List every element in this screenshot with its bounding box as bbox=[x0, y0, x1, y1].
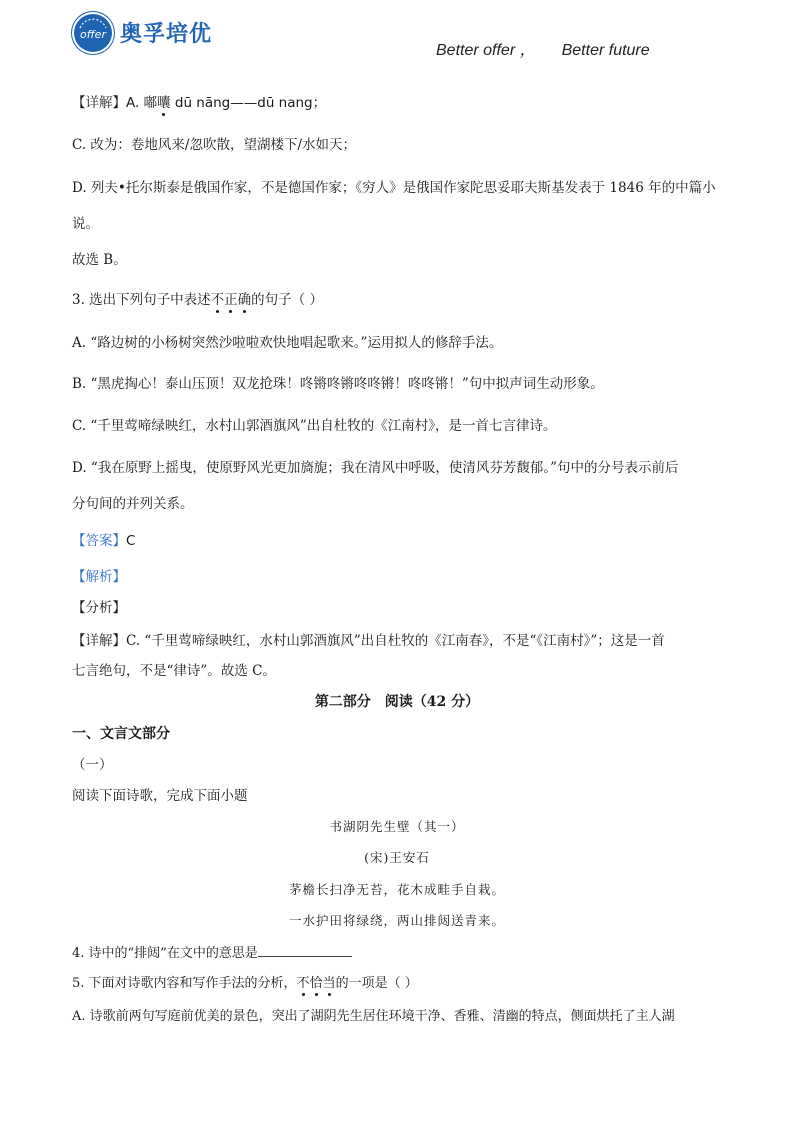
poem-author: (宋)王安石 bbox=[364, 850, 430, 865]
poem-line-2: 一水护田将绿绕，两山排闼送青来。 bbox=[288, 913, 505, 928]
subsection-heading: （一） bbox=[72, 757, 113, 773]
question-5: 5. 下面对诗歌内容和写作手法的分析，不恰当的一项是（ ） bbox=[72, 976, 418, 991]
detail-line-2: C. 改为：卷地风来/忽吹散，望湖楼下/水如天； bbox=[72, 137, 357, 153]
answer-label: 【答案】 bbox=[72, 533, 126, 549]
poem-title: 书湖阴先生壁（其一） bbox=[329, 819, 465, 834]
option-d-line-2: 分句间的并列关系。 bbox=[72, 496, 194, 512]
detail-line-5: 故选 B。 bbox=[72, 252, 127, 268]
answer-line bbox=[72, 532, 135, 550]
brand-name: 奥孚培优 bbox=[120, 22, 213, 47]
slogan-right: Better future bbox=[561, 42, 650, 59]
analysis-label: 【解析】 bbox=[72, 569, 126, 585]
detail-line-3: D. 列夫•托尔斯泰是俄国作家，不是德国作家；《穷人》是俄国作家陀思妥耶夫斯基发表于 1846 年的中篇小 bbox=[72, 180, 716, 196]
option-c: C. “千里莺啼绿映红，水村山郭酒旗风”出自杜牧的《江南村》，是一首七言律诗。 bbox=[72, 418, 557, 434]
poem-line-1: 茅檐长扫净无苔，花木成畦手自栽。 bbox=[288, 882, 505, 897]
detail-c-line-1: 【详解】C. “千里莺啼绿映红，水村山郭酒旗风”出自杜牧的《江南春》，不是“《江南村》”；这是一首 bbox=[72, 633, 665, 649]
detail-c-line-2: 七言绝句，不是“律诗”。故选 C。 bbox=[72, 663, 276, 679]
page-header bbox=[0, 0, 794, 70]
option-a: A. “路边树的小杨树突然沙啦啦欢快地唱起歌来。”运用拟人的修辞手法。 bbox=[72, 335, 503, 351]
question-4: 4. 诗中的“排闼”在文中的意思是 bbox=[72, 944, 352, 963]
option-d-line-1: D. “我在原野上摇曳，使原野风光更加旖旎；我在清风中呼吸，使清风芬芳馥郁。”句中的分号表示前后 bbox=[72, 460, 679, 476]
offer-logo-icon bbox=[72, 12, 114, 54]
logo-badge-text: offer bbox=[80, 28, 106, 41]
reading-instruction: 阅读下面诗歌，完成下面小题 bbox=[72, 788, 248, 804]
section-heading: 一、文言文部分 bbox=[72, 726, 170, 742]
part-two-heading: 第二部分 阅读（42 分） bbox=[314, 694, 480, 710]
answer-value: C bbox=[126, 533, 136, 549]
slogan bbox=[436, 37, 650, 60]
slogan-left: Better offer ， bbox=[436, 42, 536, 59]
option-b: B. “黑虎掏心！泰山压顶！双龙抢珠！咚锵咚锵咚咚锵！咚咚锵！”句中拟声词生动形象。 bbox=[72, 376, 604, 392]
detail-line-4: 说。 bbox=[72, 216, 99, 232]
question-5-option-a: A. 诗歌前两句写庭前优美的景色，突出了湖阴先生居住环境干净、香雅、清幽的特点，侧面烘托了主人湖 bbox=[72, 1009, 675, 1024]
fenxi-label: 【分析】 bbox=[72, 600, 126, 616]
answer-blank[interactable] bbox=[258, 944, 352, 957]
detail-line-1: 【详解】A. 嘟囔 dū nāng——dū nang； bbox=[72, 95, 327, 111]
question-3: 3. 选出下列句子中表述不正确的句子（ ） bbox=[72, 292, 323, 308]
